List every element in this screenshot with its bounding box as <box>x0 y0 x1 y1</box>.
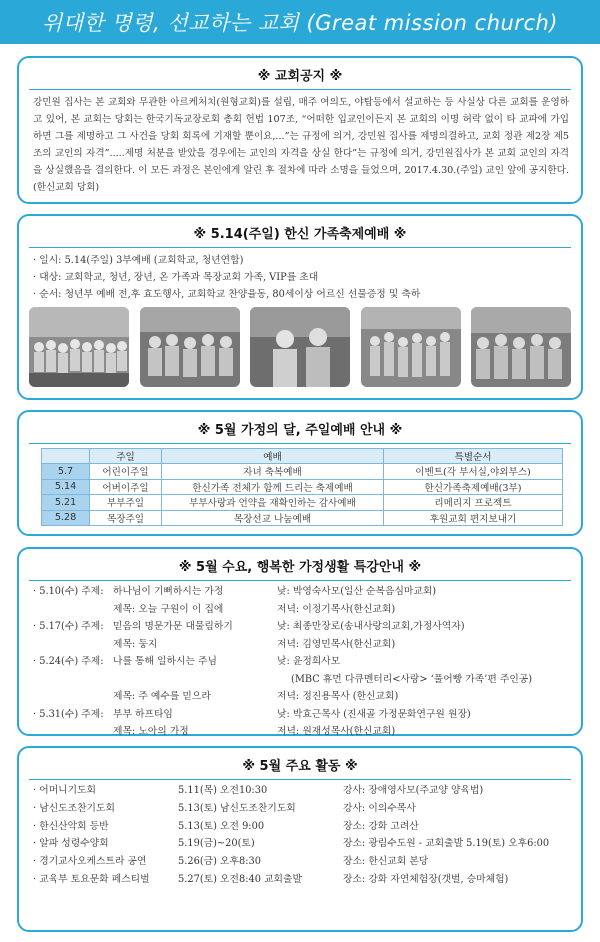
lecture-date: · 5.17(수) 주제: <box>33 621 104 632</box>
lectures-list <box>19 581 581 741</box>
lecture-row <box>33 618 581 636</box>
lecture-date: · 5.24(수) 주제: <box>33 656 104 667</box>
table-header-row <box>42 449 563 464</box>
activity-time: 5.13(토) 오전 9:00 <box>178 820 265 832</box>
lecture-topic: 믿음의 명문가문 대물림하기 <box>113 621 233 632</box>
activity-name: · 한신산악회 등반 <box>33 820 109 832</box>
table-cell: 한신가족 전체가 함께 드리는 축제예배 <box>162 479 384 495</box>
lecture-speaker: 낮: 윤정희사모 <box>277 656 341 667</box>
lecture-topic: 제목: 오늘 구원이 이 집에 <box>113 603 224 615</box>
lecture-row <box>33 583 581 601</box>
activity-time: 5.19(금)~20(토) <box>178 838 255 850</box>
activity-row <box>33 800 581 818</box>
activity-name: · 교육부 토요문화 페스티벌 <box>33 873 150 885</box>
lecture-row <box>33 653 581 671</box>
activity-name: · 알파 성령수양회 <box>33 838 109 850</box>
table-cell: 자녀 축복예배 <box>162 464 384 480</box>
table-row <box>42 479 563 495</box>
lecture-row <box>33 671 581 689</box>
activity-row <box>33 871 581 889</box>
column-header: 특별순서 <box>384 449 563 464</box>
table-row <box>42 510 563 526</box>
column-header: 예배 <box>162 449 384 464</box>
lecture-row <box>33 688 581 706</box>
activities-title: ※ 5월 주요 활동 ※ <box>242 759 358 774</box>
activity-detail: 강사: 장애영사모(주교양 양육법) <box>343 785 484 796</box>
festival-photo <box>250 307 350 387</box>
table-cell: 부부주일 <box>90 495 162 511</box>
table-cell: 리메리지 프로젝트 <box>384 495 563 511</box>
lecture-speaker: 저녁: 김영민목사(한신교회) <box>277 638 396 650</box>
activity-detail: 장소: 한신교회 본당 <box>343 856 429 868</box>
lectures-title: ※ 5월 수요, 행복한 가정생활 특강안내 ※ <box>178 560 422 575</box>
date-cell: 5.7 <box>42 464 90 480</box>
activity-row <box>33 835 581 853</box>
lecture-row <box>33 636 581 654</box>
activity-name: · 남신도조찬기도회 <box>33 802 115 814</box>
activity-row <box>33 782 581 800</box>
lecture-row <box>33 723 581 741</box>
table-row <box>42 495 563 511</box>
lecture-date: · 5.10(수) 주제: <box>33 586 104 597</box>
activity-detail: 장소: 강화 고려산 <box>343 820 419 832</box>
may-worship-title: ※ 5월 가정의 달, 주일예배 안내 ※ <box>197 423 403 438</box>
activity-time: 5.27(토) 오전8:40 교회출발 <box>178 873 302 885</box>
table-cell: 한신가족축제예배(3부) <box>384 479 563 495</box>
lecture-speaker: 낮: 최종만장로(송내사랑의교회,가정사역자) <box>277 621 465 632</box>
column-header <box>42 449 90 464</box>
lecture-topic: 나를 통해 일하시는 주님 <box>113 656 217 667</box>
festival-info-list <box>19 248 581 303</box>
lecture-speaker: 저녁: 정진용목사 (한신교회) <box>277 691 399 702</box>
activities-list <box>19 780 581 889</box>
worship-schedule-table <box>41 448 563 526</box>
activity-row <box>33 818 581 836</box>
lecture-speaker: 낮: 박효근목사 (진새골 가정문화연구원 원장) <box>277 708 471 720</box>
lecture-speaker: 저녁: 이정기목사(한신교회) <box>277 603 396 615</box>
notice-body: 강민원 집사는 본 교회와 무관한 아르케처치(원형교회)를 설립, 매주 여의도, 야탑등에서 설교하는 등 사실상 다른 교회를 운영하고 있어, 본 교회는 당회는 한국기독교장로회 총회 헌법 107조, “어떠한 입교인이든지 본 교회의 이명 허락 없이 타 교파에 가입하면 그를 제명하고 그 사건을 당회 회록에 기재할 뿐이요,...”는 규정에 의거, 강민원 집사를 제명의결하고, 교회 정관 제2장 제5조의 교인의 자격”.....제명 처분을 받았을 경우에는 교인의 자격을 상실 한다”는 규정에 의거, 강민원집사가 본 교회 교인의 자격을 상실했음을 결의한다. 이 모든 과정은 본인에게 알린 후 절차에 따라 소명을 들었으며, 2017.4.30.(주일) 교인 앞에 공지한다. (한신교회 당회) <box>33 97 569 193</box>
banner-title: 위대한 명령, 선교하는 교회 (Great mission church) <box>41 11 558 35</box>
table-cell: 어버이주일 <box>90 479 162 495</box>
date-cell: 5.21 <box>42 495 90 511</box>
divider <box>29 443 571 444</box>
lecture-speaker: (MBC 휴먼 다큐멘터리<사랑> ‘풀어빵 가족’편 주인공) <box>291 673 533 685</box>
column-header: 주일 <box>90 449 162 464</box>
table-row <box>42 464 563 480</box>
activity-time: 5.26(금) 오후8:30 <box>178 856 261 868</box>
may-worship-section <box>17 410 583 536</box>
table-cell: 목장주일 <box>90 510 162 526</box>
activities-section <box>17 746 583 932</box>
table-cell: 부부사랑과 언약을 재확인하는 감사예배 <box>162 495 384 511</box>
notice-section <box>17 56 583 204</box>
festival-photo <box>361 307 461 387</box>
lecture-topic: 부부 하프타임 <box>113 708 173 720</box>
lecture-topic: 제목: 주 예수를 믿으라 <box>113 691 211 702</box>
festival-photo-strip <box>19 303 581 387</box>
table-cell: 어린이주일 <box>90 464 162 480</box>
lectures-section <box>17 547 583 736</box>
activity-time: 5.11(목) 오전10:30 <box>178 785 268 796</box>
lecture-speaker: 저녁: 원재성목사(한신교회) <box>277 726 396 737</box>
activity-detail: 강사: 이의수목사 <box>343 802 416 814</box>
festival-info-item: · 순서: 청년부 예배 전,후 효도행사, 교회학교 찬양율동, 80세이상 어르신 선물증정 및 축하 <box>33 289 421 300</box>
festival-photo <box>29 307 129 387</box>
festival-title: ※ 5.14(주일) 한신 가족축제예배 ※ <box>193 227 407 242</box>
festival-info-item: · 일시: 5.14(주일) 3부예배 (교회학교, 청년연합) <box>33 255 244 266</box>
festival-photo <box>471 307 571 387</box>
activity-detail: 장소: 강화 자연체험장(갯벌, 승마체험) <box>343 873 509 885</box>
lecture-topic: 제목: 둥지 <box>113 638 158 650</box>
festival-photo <box>140 307 240 387</box>
activity-name: · 어머니기도회 <box>33 785 97 796</box>
festival-info-item: · 대상: 교회학교, 청년, 장년, 온 가족과 목장교회 가족, VIP를 초대 <box>33 272 319 283</box>
date-cell: 5.28 <box>42 510 90 526</box>
table-cell: 목장선교 나눔예배 <box>162 510 384 526</box>
festival-section <box>17 214 583 400</box>
lecture-row <box>33 706 581 724</box>
activity-time: 5.13(토) 남신도조찬기도회 <box>178 802 296 814</box>
page-banner <box>0 0 600 44</box>
date-cell: 5.14 <box>42 479 90 495</box>
lecture-topic: 제목: 노아의 가정 <box>113 726 189 737</box>
activity-detail: 장소: 광림수도원 - 교회출발 5.19(토) 오후6:00 <box>343 838 550 850</box>
lecture-speaker: 낮: 박영숙사모(일산 순복음심마교회) <box>277 586 437 597</box>
lecture-row <box>33 601 581 619</box>
table-cell: 후원교회 편지보내기 <box>384 510 563 526</box>
notice-title: ※ 교회공지 ※ <box>257 69 343 84</box>
activity-name: · 경기교사오케스트라 공연 <box>33 856 147 868</box>
activity-row <box>33 853 581 871</box>
lecture-date: · 5.31(수) 주제: <box>33 708 104 720</box>
table-cell: 이벤트(각 부서실,야외부스) <box>384 464 563 480</box>
lecture-topic: 하나님이 기뻐하시는 가정 <box>113 586 224 597</box>
